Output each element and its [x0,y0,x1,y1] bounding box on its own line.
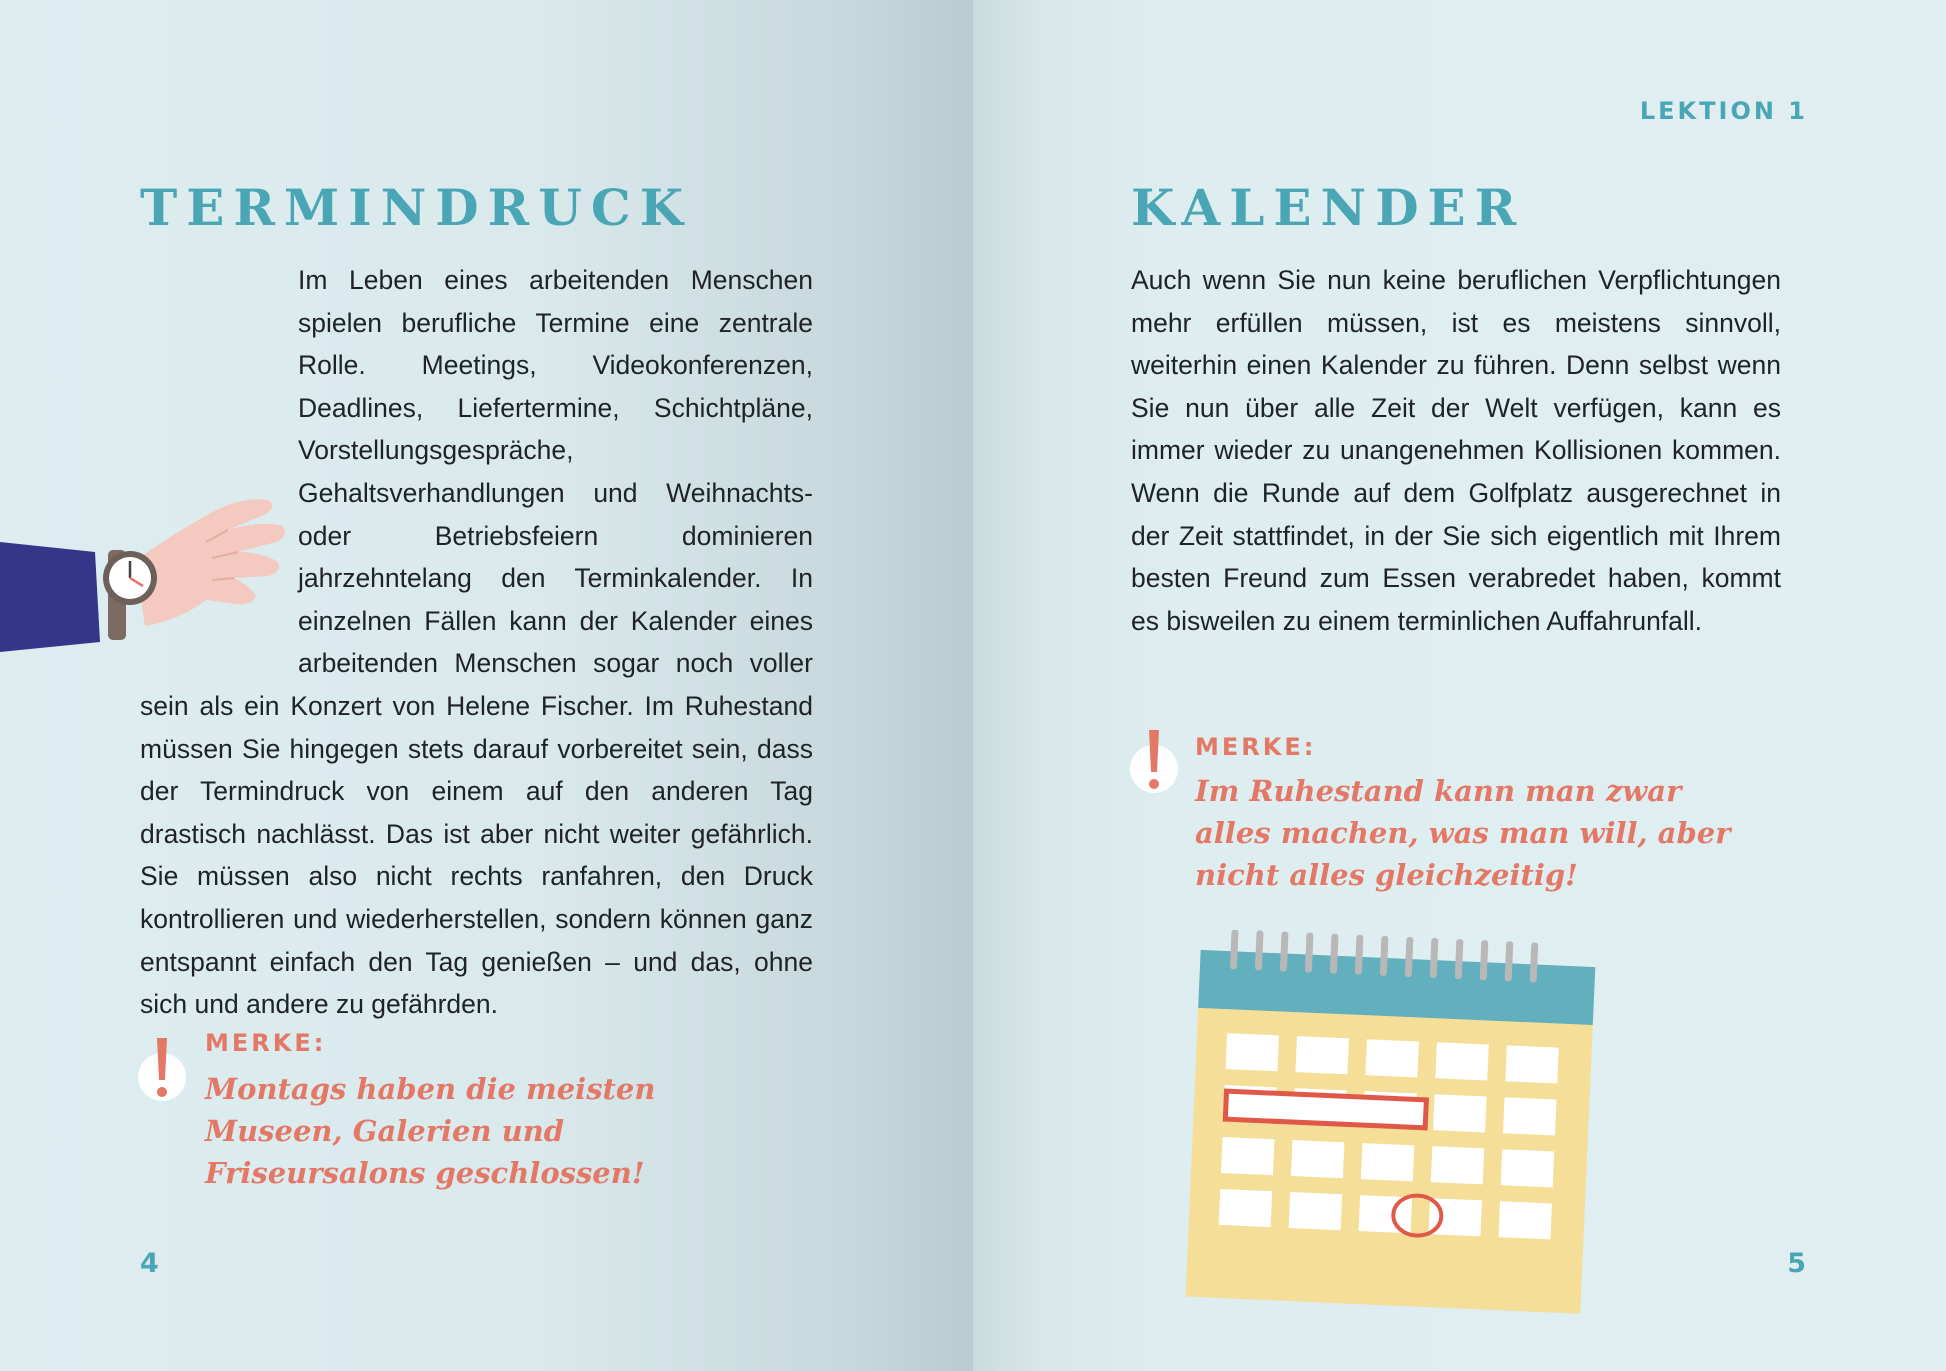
left-merke-text: Montags haben die meisten Museen, Galerien und Friseursalons geschlossen! [205,1072,656,1190]
left-body-paragraph: Im Leben eines arbeitenden Menschen spielen berufliche Termine eine zentrale Rolle. Meetings, Videokonferenzen, Deadlines, Liefertermine, Schichtpläne, Vorstellungsgespräche, Gehaltsverhandlungen und Weihnachts- oder Betriebsfeiern dominieren jahrzehntelang den Terminkalender. In einzelnen Fällen kann der Kalender eines arbeitenden Menschen sogar noch voller sein als ein Konzert von Helene Fischer. Im Ruhestand müssen Sie hingegen stets darauf vorbereitet sein, dass der Termindruck von einem auf den anderen Tag drastisch nachlässt. Das ist aber nicht weiter gefährlich. Sie müssen also nicht rechts ranfahren, den Druck kontrollieren und wiederherstellen, sondern können ganz entspannt einfach den Tag genießen – und das, ohne sich und andere zu gefährden. [140,265,813,1020]
right-page [973,0,1946,1371]
left-heading: TERMINDRUCK [140,178,693,237]
watch-shape [103,550,157,640]
right-body-text [1131,259,1781,642]
right-body-paragraph: Auch wenn Sie nun keine beruflichen Verpflichtungen mehr erfüllen müssen, ist es meistens sinnvoll, weiterhin einen Kalender zu führen. Denn selbst wenn Sie nun über alle Zeit der Welt verfügen, kann es immer wieder zu unangenehmen Kollisionen kommen. Wenn die Runde auf dem Golfplatz ausgerechnet in der Zeit stattfindet, in der Sie sich eigentlich mit Ihrem besten Freund zum Essen verabredet haben, kommt es bisweilen zu einem terminlichen Auffahrunfall. [1131,265,1781,636]
left-page-number: 4 [140,1248,159,1279]
hand-shape [135,499,285,626]
wristwatch-arm-icon [0,490,300,660]
running-head: LEKTION 1 [1639,97,1808,125]
calendar-highlight-bar [1225,1091,1426,1128]
left-merke-label: MERKE: [205,1029,327,1057]
right-merke-text: Im Ruhestand kann man zwar alles machen, was man will, aber nicht alles gleichzeitig! [1195,774,1731,892]
right-page-number: 5 [1787,1248,1806,1279]
right-merke-label: MERKE: [1195,733,1317,761]
exclamation-icon [138,1036,186,1106]
exclamation-icon [1130,728,1178,798]
sleeve-shape [0,542,100,652]
calendar-icon [1163,930,1603,1320]
right-heading: KALENDER [1131,178,1526,237]
